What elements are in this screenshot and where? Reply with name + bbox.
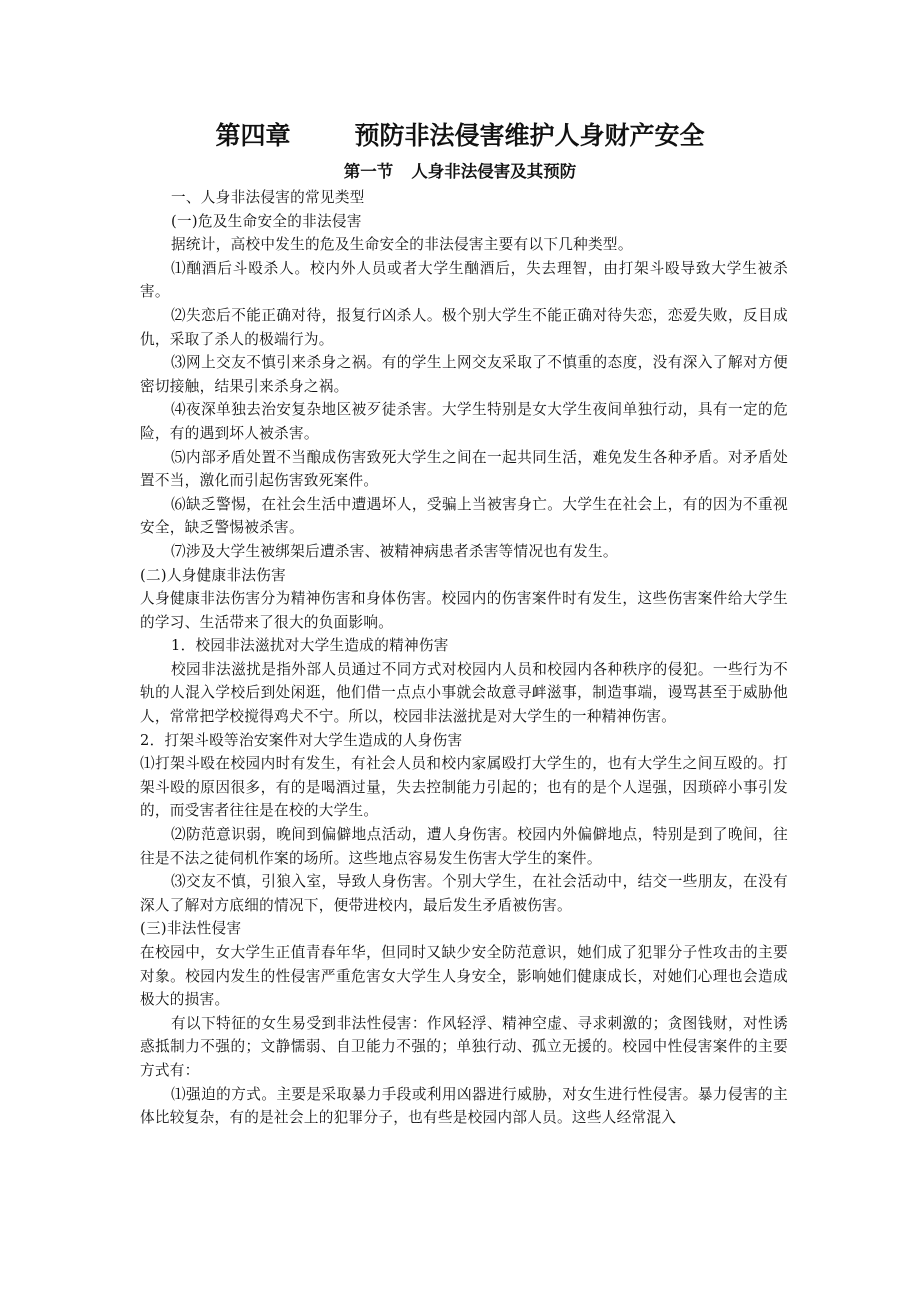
- heading-level-2: (一)危及生命安全的非法侵害: [171, 212, 362, 230]
- list-item: ⑴强迫的方式。主要是采取暴力手段或利用凶器进行威胁，对女生进行性侵害。暴力侵害的主体比较复杂，有的是社会上的犯罪分子，也有些是校园内部人员。这些人经常混入: [140, 1085, 788, 1127]
- list-item: ⑴打架斗殴在校园内时有发生，有社会人员和校内家属殴打大学生的，也有大学生之间互殴的。打架斗殴的原因很多，有的是喝酒过量，失去控制能力引起的；也有的是个人逞强，因琐碎小事引发的，而受害者往往是在校的大学生。: [140, 755, 788, 820]
- heading-level-1: 一、人身非法侵害的常见类型: [171, 189, 365, 206]
- list-item: ⑹缺乏警惕，在社会生活中遭遇坏人，受骗上当被害身亡。大学生在社会上，有的因为不重视安全，缺乏警惕被杀害。: [140, 495, 788, 537]
- heading-level-2: (三)非法性侵害: [140, 920, 242, 938]
- section-number: 第一节: [343, 162, 394, 181]
- document-body: [140, 186, 788, 1130]
- paragraph: 校园非法滋扰是指外部人员通过不同方式对校园内人员和校园内各种秩序的侵犯。一些行为不轨的人混入学校后到处闲逛，他们借一点点小事就会故意寻衅滋事，制造事端，谩骂甚至于威胁他人，常常把学校搅得鸡犬不宁。所以，校园非法滋扰是对大学生的一种精神伤害。: [140, 660, 788, 726]
- list-item: ⑶网上交友不慎引来杀身之祸。有的学生上网交友采取了不慎重的态度，没有深入了解对方便密切接触，结果引来杀身之祸。: [140, 354, 788, 395]
- paragraph: 据统计，高校中发生的危及生命安全的非法侵害主要有以下几种类型。: [171, 236, 633, 254]
- list-item: ⑵失恋后不能正确对待，报复行凶杀人。极个别大学生不能正确对待失恋，恋爱失败，反目成仇，采取了杀人的极端行为。: [140, 306, 788, 348]
- paragraph: 人身健康非法伤害分为精神伤害和身体伤害。校园内的伤害案件时有发生，这些伤害案件给大学生的学习、生活带来了很大的负面影响。: [140, 590, 788, 631]
- chapter-title: [0, 118, 920, 154]
- paragraph: 有以下特征的女生易受到非法性侵害：作风轻浮、精神空虚、寻求刺激的；贪图钱财，对性诱惑抵制力不强的；文静懦弱、自卫能力不强的；单独行动、孤立无援的。校园中性侵害案件的主要方式有：: [140, 1014, 788, 1079]
- list-item: ⑴酗酒后斗殴杀人。校内外人员或者大学生酗酒后，失去理智，由打架斗殴导致大学生被杀害。: [140, 259, 788, 301]
- chapter-number: 第四章: [215, 121, 291, 150]
- section-title: [0, 160, 920, 184]
- list-item: ⑸内部矛盾处置不当酿成伤害致死大学生之间在一起共同生活，难免发生各种矛盾。对矛盾处置不当，激化而引起伤害致死案件。: [140, 448, 788, 490]
- chapter-title-text: 预防非法侵害维护人身财产安全: [354, 121, 705, 150]
- list-item: ⑵防范意识弱，晚间到偏僻地点活动，遭人身伤害。校园内外偏僻地点，特别是到了晚间，往往是不法之徒伺机作案的场所。这些地点容易发生伤害大学生的案件。: [140, 826, 788, 867]
- section-title-text: 人身非法侵害及其预防: [411, 162, 577, 181]
- list-item: ⑷夜深单独去治安复杂地区被歹徒杀害。大学生特别是女大学生夜间单独行动，具有一定的危险，有的遇到坏人被杀害。: [140, 401, 788, 442]
- paragraph: 在校园中，女大学生正值青春年华，但同时又缺少安全防范意识，她们成了犯罪分子性攻击的主要对象。校园内发生的性侵害严重危害女大学生人身安全，影响她们健康成长，对她们心理也会造成极大的损害。: [140, 944, 788, 1009]
- list-item: ⑶交友不慎，引狼入室，导致人身伤害。个别大学生，在社会活动中，结交一些朋友，在没有深人了解对方底细的情况下，便带进校内，最后发生矛盾被伤害。: [140, 873, 788, 914]
- heading-level-3: 1．校园非法滋扰对大学生造成的精神伤害: [171, 637, 449, 655]
- heading-level-3: 2．打架斗殴等治安案件对大学生造成的人身伤害: [140, 731, 463, 749]
- heading-level-2: (二)人身健康非法伤害: [140, 566, 287, 584]
- list-item: ⑺涉及大学生被绑架后遭杀害、被精神病患者杀害等情况也有发生。: [171, 542, 618, 560]
